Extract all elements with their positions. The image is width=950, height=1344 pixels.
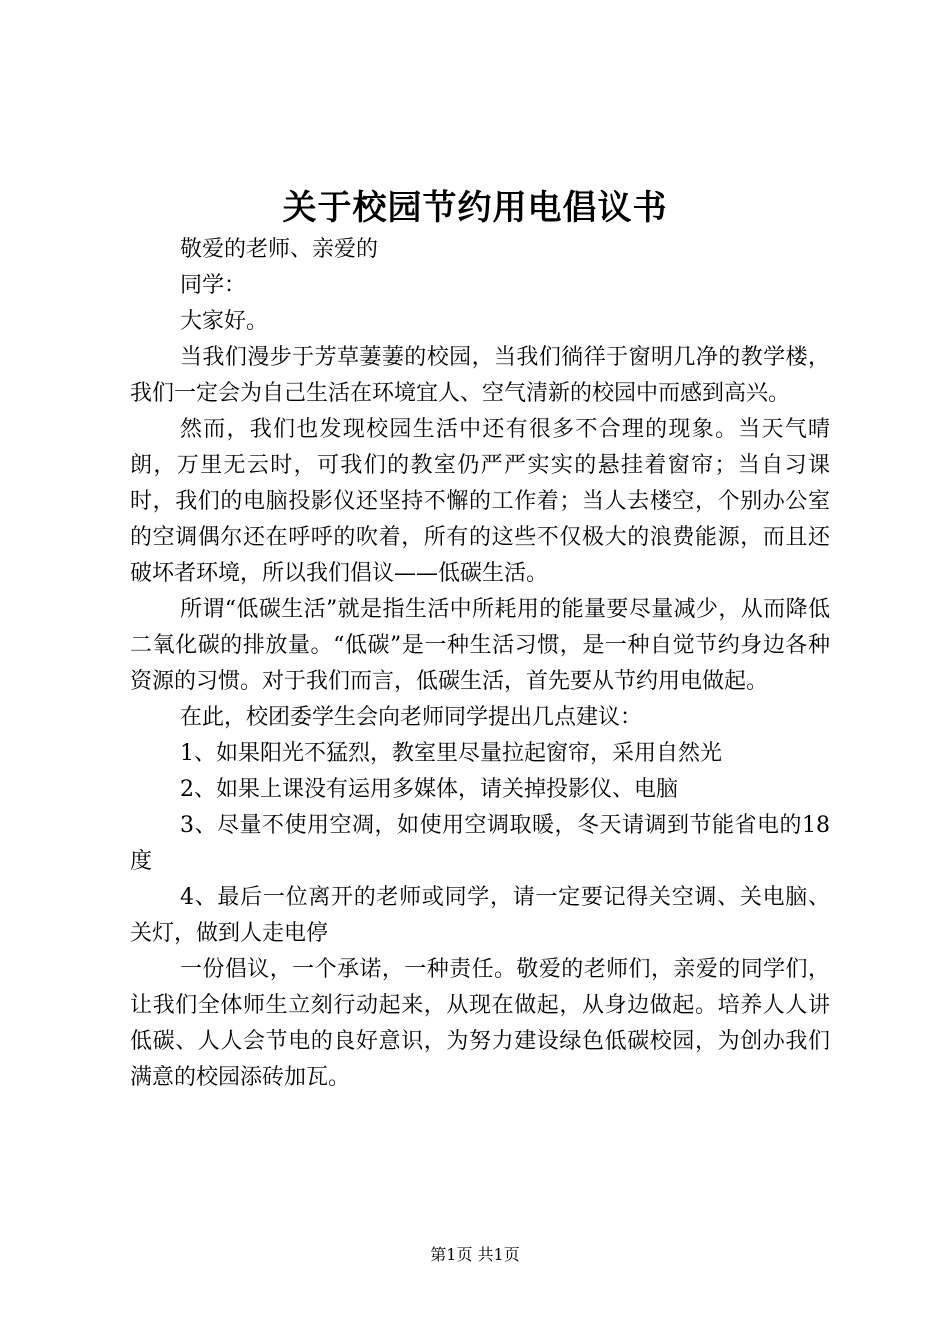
suggestion-item-1: 1、如果阳光不猛烈，教室里尽量拉起窗帘，采用自然光 bbox=[180, 741, 722, 766]
salutation: 大家好。 bbox=[180, 309, 269, 334]
paragraph-intro: 当我们漫步于芳草萋萋的校园，当我们徜徉于窗明几净的教学楼，我们一定会为自己生活在环境宜人、空气清新的校园中而感到高兴。 bbox=[130, 345, 830, 406]
greeting-line-1: 敬爱的老师、亲爱的 bbox=[180, 237, 379, 262]
paragraph-suggestions-intro: 在此，校团委学生会向老师同学提出几点建议： bbox=[180, 705, 643, 730]
suggestion-item-3: 3、尽量不使用空凋，如使用空调取暖，冬天请调到节能省电的18度 bbox=[130, 813, 830, 874]
page-title: 关于校园节约用电倡议书 bbox=[282, 188, 668, 228]
document-body bbox=[130, 232, 830, 1096]
page-footer: 第1页 共1页 bbox=[430, 1245, 520, 1264]
paragraph-low-carbon: 所谓“低碳生活”就是指生活中所耗用的能量要尽量减少，从而降低二氧化碳的排放量。“低碳”是一种生活习惯，是一种自觉节约身边各种资源的习惯。对于我们而言，低碳生活，首先要从节约用电做起。 bbox=[130, 597, 830, 694]
greeting-line-2: 同学： bbox=[180, 273, 247, 298]
paragraph-closing: 一份倡议，一个承诺，一种责任。敬爱的老师们，亲爱的同学们，让我们全体师生立刻行动起来，从现在做起，从身边做起。培养人人讲低碳、人人会节电的良好意识，为努力建设绿色低碳校园，为创办我们满意的校园添砖加瓦。 bbox=[130, 957, 830, 1090]
suggestion-item-4: 4、最后一位离开的老师或同学，请一定要记得关空调、关电脑、关灯，做到人走电停 bbox=[130, 885, 830, 946]
suggestion-item-2: 2、如果上课没有运用多媒体，请关掉投影仪、电脑 bbox=[180, 777, 678, 802]
paragraph-problems: 然而，我们也发现校园生活中还有很多不合理的现象。当天气晴朗，万里无云时，可我们的教室仍严严实实的悬挂着窗帘；当自习课时，我们的电脑投影仪还坚持不懈的工作着；当人去楼空，个别办公室的空调偶尔还在呼呼的吹着，所有的这些不仅极大的浪费能源，而且还破坏者环境，所以我们倡议——低碳生活。 bbox=[130, 417, 830, 586]
